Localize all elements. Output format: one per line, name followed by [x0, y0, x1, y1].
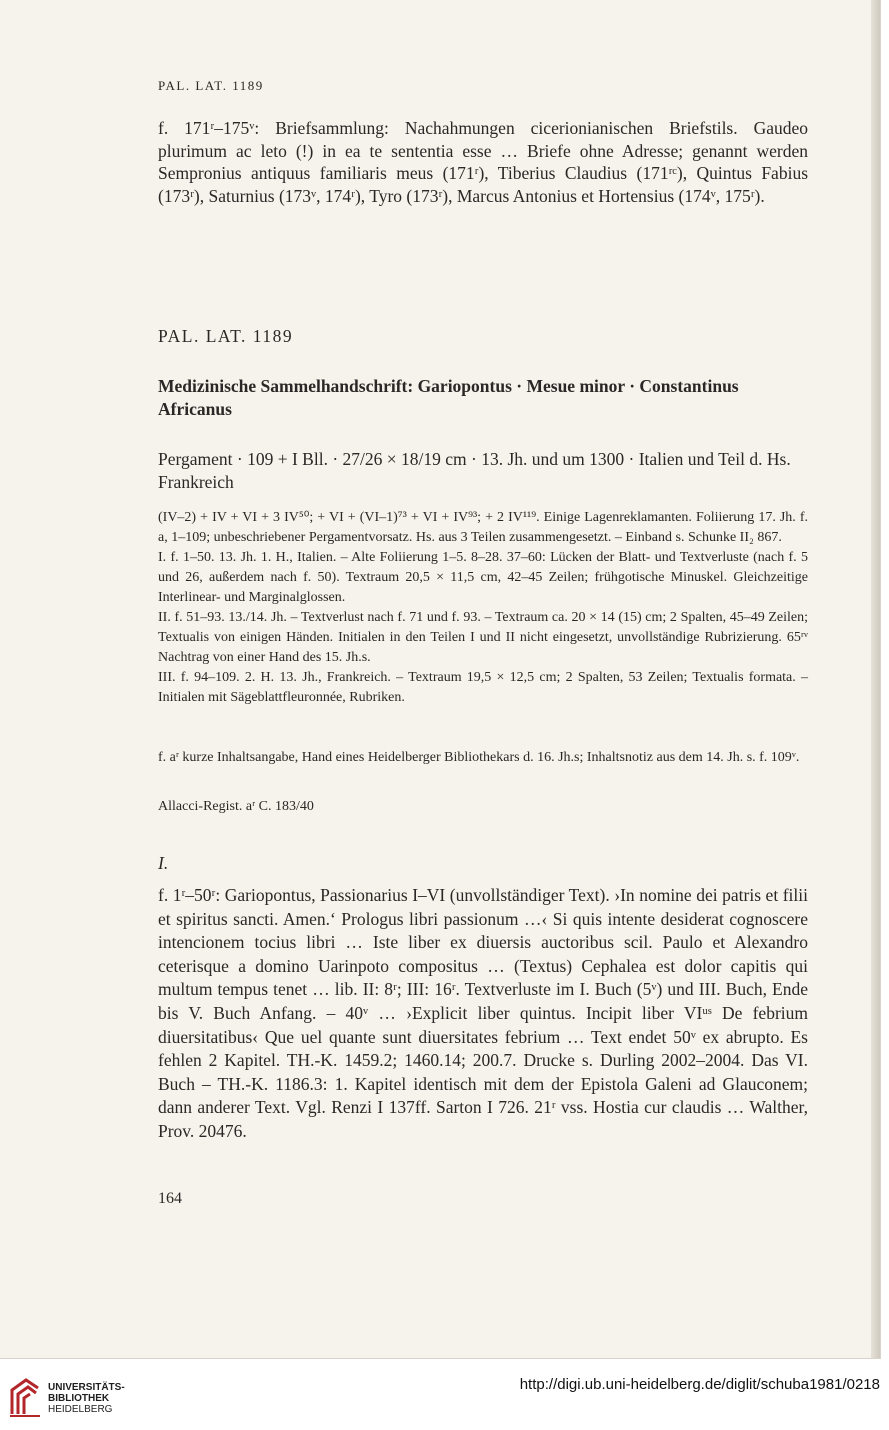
- part-ii-description: II. f. 51–93. 13./14. Jh. – Textverlust nach f. 71 und f. 93. – Textraum ca. 20 × 14 (15) cm; 2 Spalten, 45–49 Zeilen; Textualis von einigen Händen. Initialen in den Teilen I und II nicht eingesetzt, unvollständige Rubrizierung. 65ʳᵛ Nachtrag von einer Hand des 15. Jh.s.: [158, 610, 808, 665]
- part-label: I.: [158, 853, 169, 873]
- viewer-footer: [0, 1364, 889, 1430]
- librarian-note: f. aʳ kurze Inhaltsangabe, Hand eines Heidelberger Bibliothekars d. 16. Jh.s; Inhaltsnotiz aus dem 14. Jh. s. f. 109ᵛ.: [158, 750, 800, 765]
- page-edge: [871, 0, 880, 1358]
- content-entry: [158, 884, 808, 1144]
- manuscript-title: Medizinische Sammelhandschrift: Gariopontus · Mesue minor · Constantinus Africanus: [158, 376, 739, 419]
- previous-entry: [158, 117, 808, 207]
- section-heading: PAL. LAT. 1189: [158, 326, 294, 346]
- content-entry-text: f. 1ʳ–50ʳ: Gariopontus, Passionarius I–VI (unvollständiger Text). ›In nomine dei patris et filii et spiritus sancti. Amen.ʻ Prologus libri passionum …‹ Si quis intente desiderat cognoscere intencionem tocius libri … Iste liber ex diuersis auctoribus scil. Paulo et Alexandro ceterisque a domino Uarinpoto compositus … (Textus) Cephalea est dolor capitis qui multum tempus tenet … lib. II: 8ʳ; III: 16ʳ. Textverluste im I. Buch (5ᵛ) und III. Buch, Ende bis V. Buch Anfang. – 40ᵛ … ›Explicit liber quintus. Incipit liber VIᵘˢ De febrium diuersitatibus‹ Que uel quante sunt diuersitates febrium … Text endet 50ᵛ ex abrupto. Es fehlen 2 Kapitel. TH.-K. 1459.2; 1460.14; 200.7. Drucke s. Durling 2002–2004. Das VI. Buch – TH.-K. 1186.3: 1. Kapitel identisch mit dem der Epistola Galeni ad Glauconem; dann anderer Text. Vgl. Renzi I 137ff. Sarton I 726. 21ʳ vss. Hostia cur claudis … Walther, Prov. 20476.: [158, 885, 808, 1141]
- library-name-line-3: HEIDELBERG: [48, 1404, 113, 1415]
- physical-description: [158, 508, 808, 708]
- allacci-reference: Allacci-Regist. aʳ C. 183/40: [158, 799, 314, 814]
- library-logo-icon[interactable]: [8, 1374, 42, 1418]
- previous-entry-text: f. 171ʳ–175ᵛ: Briefsammlung: Nachahmungen cicerionianischen Briefstils. Gaudeo plurimum ac leto (!) in ea te sententia esse … Briefe ohne Adresse; genannt werden Sempronius antiquus familiaris meus (171ʳ), Tiberius Claudius (171ʳᶜ), Quintus Fabius (173ʳ), Saturnius (173ᵛ, 174ʳ), Tyro (173ʳ), Marcus Antonius et Hortensius (174ᵛ, 175ʳ).: [158, 118, 808, 206]
- running-head: PAL. LAT. 1189: [158, 78, 264, 93]
- part-i-description: I. f. 1–50. 13. Jh. 1. H., Italien. – Alte Foliierung 1–5. 8–28. 37–60: Lücken der Blatt- und Textverluste (nach f. 5 und 26, außerdem nach f. 50). Textraum 20,5 × 11,5 cm, 42–45 Zeilen; frühgotische Minuskel. Gleichzeitige Interlinear- und Marginalglossen.: [158, 550, 808, 605]
- library-name: [48, 1382, 125, 1415]
- format-line: Pergament · 109 + I Bll. · 27/26 × 18/19 cm · 13. Jh. und um 1300 · Italien und Teil d. Hs. Frankreich: [158, 449, 791, 492]
- library-name-line-2: BIBLIOTHEK: [48, 1393, 110, 1404]
- part-iii-description: III. f. 94–109. 2. H. 13. Jh., Frankreich. – Textraum 19,5 × 12,5 cm; 2 Spalten, 53 Zeilen; Textualis formata. – Initialen mit Sägeblattfleuronnée, Rubriken.: [158, 670, 808, 705]
- permalink-url[interactable]: http://digi.ub.uni-heidelberg.de/diglit/schuba1981/0218: [519, 1376, 880, 1393]
- page-number: 164: [158, 1190, 182, 1207]
- library-name-line-1: UNIVERSITÄTS-: [48, 1382, 125, 1393]
- collation-text: (IV–2) + IV + VI + 3 IV⁵⁰; + VI + (VI–1)⁷³ + VI + IV⁹³; + 2 IV¹¹⁹. Einige Lagenreklamanten. Foliierung 17. Jh. f. a, 1–109; unbeschriebener Pergamentvorsatz. Hs. aus 3 Teilen zusammengesetzt. – Einband s. Schunke II₂ 867.: [158, 510, 808, 545]
